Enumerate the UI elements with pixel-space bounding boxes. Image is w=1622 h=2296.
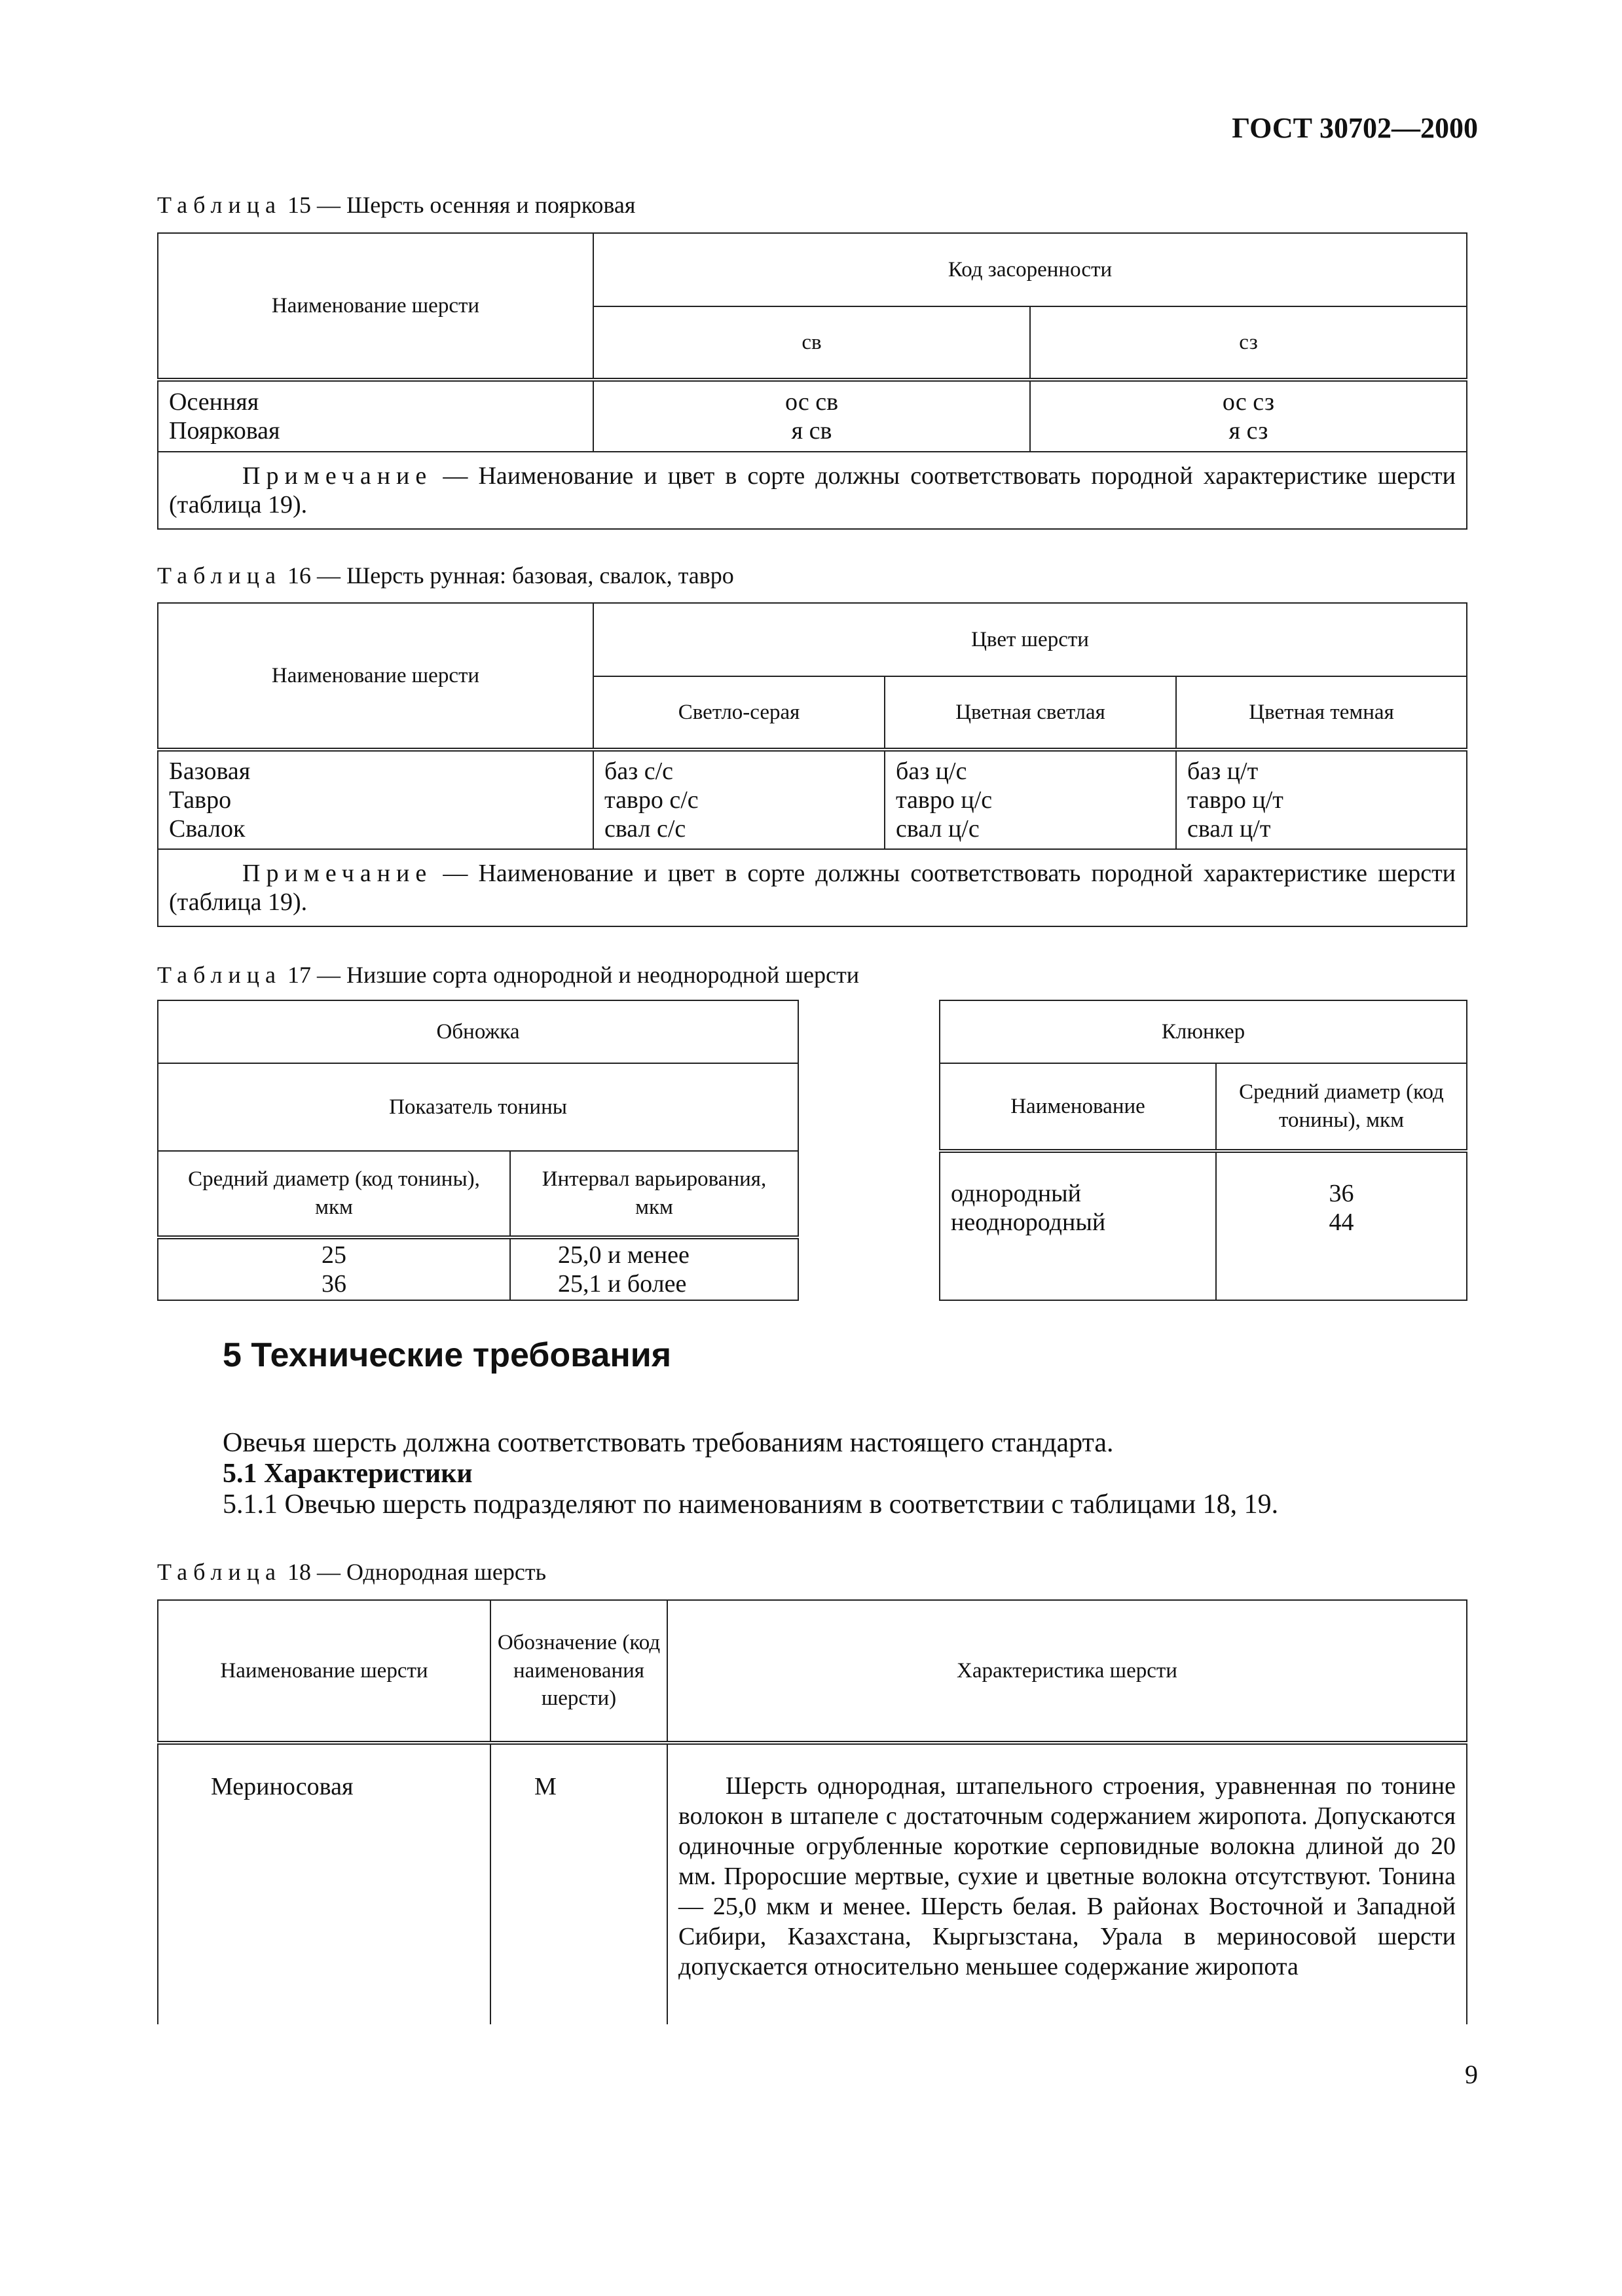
table17-left-col1: Средний диаметр (код тонины), мкм <box>158 1151 510 1237</box>
table16-header-group: Цвет шерсти <box>593 603 1467 676</box>
table16-col2-values <box>885 750 1176 849</box>
table18-header-col1: Наименование шерсти <box>158 1600 490 1743</box>
table15-col1-values <box>593 380 1030 452</box>
table16-cell: баз ц/с <box>896 757 967 785</box>
table18-header-col3: Характеристика шерсти <box>667 1600 1467 1743</box>
table18-row-code: М <box>490 1743 667 2024</box>
table17-left-col2: Интервал варьирования, мкм <box>510 1151 798 1237</box>
table15-row-name: Поярковая <box>169 417 280 445</box>
table15-note-word: Примечание <box>242 462 433 490</box>
table16-cell: тавро ц/т <box>1187 786 1283 814</box>
table17-left-cell: 25,1 и более <box>558 1270 687 1298</box>
table15-row-names <box>158 380 593 452</box>
page-number: 9 <box>1465 2060 1478 2089</box>
table15-header-sub1: св <box>593 306 1030 380</box>
table16-col1-values <box>593 750 885 849</box>
section-intro: Овечья шерсть должна соответствовать требованиям настоящего стандарта. <box>223 1428 1114 1458</box>
table15-row-name: Осенняя <box>169 388 259 416</box>
table18-row-desc: Шерсть однородная, штапельного строения, уравненная по тонине волокон в штапеле с достаточным содержанием жиропота. Допускаются одиночные огрубленные короткие серповидные волокна длиной до 20 мм. Проросшие мертвые, сухие и цветные волокна отсутствуют. Тонина — 25,0 мкм и менее. Шерсть белая. В районах Восточной и Западной Сибири, Казахстана, Кыргызстана, Урала в мериносовой шерсти допускается относительно меньшее содержание жиропота <box>667 1743 1467 2024</box>
table18-header-col2: Обозначение (код наименования шерсти) <box>490 1600 667 1743</box>
section-item: 5.1.1 Овечью шерсть подразделяют по наименованиям в соответствии с таблицами 18, 19. <box>223 1489 1279 1520</box>
table17-right-col1: Наименование <box>940 1063 1216 1151</box>
table16-col3-values <box>1176 750 1467 849</box>
document-code: ГОСТ 30702—2000 <box>1232 112 1478 144</box>
table16-cell: баз с/с <box>604 757 674 785</box>
table17-right-title: Клюнкер <box>940 1000 1467 1063</box>
table15 <box>157 232 1467 530</box>
table17-right-cell: неоднородный <box>951 1209 1106 1236</box>
table15-caption-text: 15 — Шерсть осенняя и поярковая <box>287 192 636 218</box>
table16-note-word: Примечание <box>242 860 433 887</box>
table17-left-values2 <box>510 1237 798 1300</box>
table18-row-name: Мериносовая <box>158 1743 490 2024</box>
section-heading: 5 Технические требования <box>223 1336 672 1374</box>
subsection-heading: 5.1 Характеристики <box>223 1459 473 1489</box>
table17-caption <box>157 961 859 989</box>
table15-caption-word: Таблица <box>157 192 282 218</box>
table15-header-sub2: сз <box>1030 306 1467 380</box>
table16-header-sub3: Цветная темная <box>1176 676 1467 750</box>
table15-note <box>158 452 1467 529</box>
table17-right-cell: однородный <box>951 1180 1082 1207</box>
table16-cell: свал ц/т <box>1187 815 1271 843</box>
table17-right-cell: 44 <box>1329 1209 1354 1236</box>
table17-left-values1 <box>158 1237 510 1300</box>
table16-cell: баз ц/т <box>1187 757 1259 785</box>
table17-right-cell: 36 <box>1329 1180 1354 1207</box>
table16-header-sub1: Светло-серая <box>593 676 885 750</box>
table16-caption-text: 16 — Шерсть рунная: базовая, свалок, тавро <box>287 562 734 589</box>
table15-cell: ос св <box>784 388 839 416</box>
table17-left-cell: 36 <box>322 1270 346 1298</box>
table17-left-sub: Показатель тонины <box>158 1063 798 1151</box>
table15-cell: я сз <box>1228 417 1268 445</box>
table18-caption-word: Таблица <box>157 1559 282 1585</box>
table16-header-sub2: Цветная светлая <box>885 676 1176 750</box>
table16-caption <box>157 562 734 589</box>
table17-caption-word: Таблица <box>157 962 282 988</box>
table17-left-cell: 25 <box>322 1241 346 1269</box>
table16-header-name: Наименование шерсти <box>158 603 593 750</box>
table16-row-name: Свалок <box>169 815 246 843</box>
table15-cell: ос сз <box>1222 388 1275 416</box>
table16-row-name: Тавро <box>169 786 232 814</box>
table16-note-text: — Наименование и цвет в сорте должны соответствовать породной характеристике шерсти (таблица 19). <box>169 860 1456 916</box>
table15-cell: я св <box>791 417 832 445</box>
table15-note-text: — Наименование и цвет в сорте должны соответствовать породной характеристике шерсти (таблица 19). <box>169 462 1456 519</box>
table18 <box>157 1599 1467 2024</box>
table16-row-name: Базовая <box>169 757 251 785</box>
table18-caption-text: 18 — Однородная шерсть <box>287 1559 546 1585</box>
table17-left-cell: 25,0 и менее <box>558 1241 690 1269</box>
table15-header-group: Код засоренности <box>593 233 1467 306</box>
table16-cell: тавро с/с <box>604 786 699 814</box>
table17-klyunker <box>939 1000 1467 1301</box>
table17-left-title: Обножка <box>158 1000 798 1063</box>
table16-note <box>158 849 1467 926</box>
table15-col2-values <box>1030 380 1467 452</box>
table16-row-names <box>158 750 593 849</box>
table16-caption-word: Таблица <box>157 562 282 589</box>
table16-cell: свал ц/с <box>896 815 980 843</box>
table17-obnozhka <box>157 1000 799 1301</box>
table17-caption-text: 17 — Низшие сорта однородной и неоднородной шерсти <box>287 962 859 988</box>
table16-cell: свал с/с <box>604 815 686 843</box>
table16-cell: тавро ц/с <box>896 786 993 814</box>
table17-right-col2: Средний диаметр (код тонины), мкм <box>1216 1063 1467 1151</box>
table17-right-values1 <box>940 1151 1216 1300</box>
table16 <box>157 602 1467 927</box>
table15-caption <box>157 191 635 219</box>
table15-header-name: Наименование шерсти <box>158 233 593 380</box>
table18-caption <box>157 1558 546 1586</box>
table17-right-values2 <box>1216 1151 1467 1300</box>
